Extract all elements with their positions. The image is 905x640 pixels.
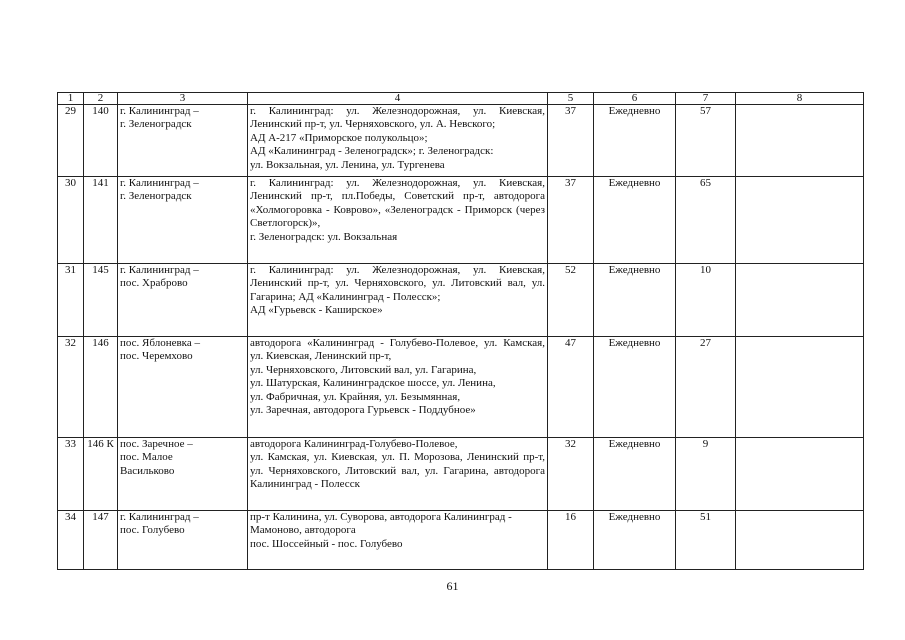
endpoint-line: г. Зеленоградск [120,118,192,131]
row-number: 31 [58,264,84,337]
route-endpoints [118,438,248,511]
row-number: 29 [58,105,84,177]
endpoint-line: пос. Яблоневка – [120,337,200,349]
route-length: 37 [548,177,594,264]
route-endpoints [118,337,248,438]
table-row [58,511,864,570]
route-col7: 27 [676,337,736,438]
route-number: 140 [84,105,118,177]
route-col8 [736,105,864,177]
route-col7: 57 [676,105,736,177]
column-header: 4 [248,93,548,105]
route-streets [248,105,548,177]
row-number: 30 [58,177,84,264]
route-streets [248,177,548,264]
row-number: 34 [58,511,84,570]
streets-line: ул. Черняховского, Литовский вал, ул. Гагарина, [250,363,477,376]
table-row [58,264,864,337]
streets-line: г. Калининград: ул. Железнодорожная, ул. Киевская, Ленинский пр-т, ул. Черняховского, ул. Литовский вал, ул. Гагарина; АД «Калининград - Полесск»; [250,264,545,303]
route-schedule: Ежедневно [594,177,676,264]
route-schedule: Ежедневно [594,105,676,177]
table-row [58,337,864,438]
route-number: 147 [84,511,118,570]
route-col7: 10 [676,264,736,337]
route-length: 37 [548,105,594,177]
route-streets [248,511,548,570]
streets-line: АД «Калининград - Зеленоградск»; г. Зеленоградск: [250,145,494,158]
endpoint-line: г. Калининград – [120,264,199,276]
column-header: 3 [118,93,248,105]
column-header: 2 [84,93,118,105]
endpoint-line: г. Калининград – [120,105,199,117]
streets-line: г. Калининград: ул. Железнодорожная, ул. Киевская, Ленинский пр-т, пл.Победы, Советский пр-т, автодорога «Холмогоровка - Коврово», «Зеленоградск - Приморск (через Светлогорск)», [250,177,545,230]
route-length: 16 [548,511,594,570]
endpoint-line: пос. Храброво [120,277,188,290]
column-header: 1 [58,93,84,105]
column-header: 7 [676,93,736,105]
streets-line: ул. Шатурская, Калининградское шоссе, ул. Ленина, [250,377,496,390]
route-streets [248,337,548,438]
route-length: 47 [548,337,594,438]
streets-line: ул. Заречная, автодорога Гурьевск - Поддубное» [250,404,476,417]
table-row [58,177,864,264]
column-header: 6 [594,93,676,105]
route-length: 52 [548,264,594,337]
route-endpoints [118,264,248,337]
row-number: 33 [58,438,84,511]
route-col8 [736,438,864,511]
streets-line: автодорога Калининград-Голубево-Полевое, [250,438,458,450]
endpoint-line: пос. Заречное – [120,438,193,450]
column-number-row [58,93,864,105]
streets-line: г. Зеленоградск: ул. Вокзальная [250,230,398,243]
streets-line: ул. Камская, ул. Киевская, ул. П. Морозова, Ленинский пр-т, ул. Черняховского, Литовский вал, ул. Гагарина, автодорога Калининград - Полесск [250,451,545,491]
route-col8 [736,511,864,570]
endpoint-line: г. Калининград – [120,177,199,189]
route-number: 141 [84,177,118,264]
route-schedule: Ежедневно [594,438,676,511]
route-length: 32 [548,438,594,511]
streets-line: пр-т Калинина, ул. Суворова, автодорога Калининград - Мамоново, автодорога [250,511,512,537]
route-col7: 51 [676,511,736,570]
route-number: 146 [84,337,118,438]
endpoint-line: пос. Малое [120,451,173,464]
page-number: 61 [446,579,459,593]
route-endpoints [118,177,248,264]
route-number: 145 [84,264,118,337]
route-schedule: Ежедневно [594,511,676,570]
streets-line: АД А-217 «Приморское полукольцо»; [250,131,428,144]
route-col8 [736,264,864,337]
route-streets [248,264,548,337]
streets-line: г. Калининград: ул. Железнодорожная, ул. Киевская, Ленинский пр-т, ул. Черняховского, ул. А. Невского; [250,105,545,131]
row-number: 32 [58,337,84,438]
column-header: 5 [548,93,594,105]
route-col8 [736,177,864,264]
endpoint-line: пос. Голубево [120,524,185,537]
route-schedule: Ежедневно [594,337,676,438]
route-streets [248,438,548,511]
route-col7: 9 [676,438,736,511]
streets-line: пос. Шоссейный - пос. Голубево [250,537,403,550]
route-endpoints [118,105,248,177]
endpoint-line: г. Зеленоградск [120,190,192,203]
column-header: 8 [736,93,864,105]
table-row [58,438,864,511]
endpoint-line: пос. Черемхово [120,350,193,363]
endpoint-line: Васильково [120,464,175,477]
table-row [58,105,864,177]
route-number: 146 К [84,438,118,511]
route-endpoints [118,511,248,570]
route-col8 [736,337,864,438]
streets-line: автодорога «Калининград - Голубево-Полевое, ул. Камская, ул. Киевская, Ленинский пр-т, [250,337,545,363]
endpoint-line: г. Калининград – [120,511,199,523]
route-col7: 65 [676,177,736,264]
route-table [57,92,864,570]
streets-line: АД «Гурьевск - Каширское» [250,304,383,317]
streets-line: ул. Вокзальная, ул. Ленина, ул. Тургенева [250,158,445,171]
streets-line: ул. Фабричная, ул. Крайняя, ул. Безымянная, [250,390,461,403]
route-schedule: Ежедневно [594,264,676,337]
